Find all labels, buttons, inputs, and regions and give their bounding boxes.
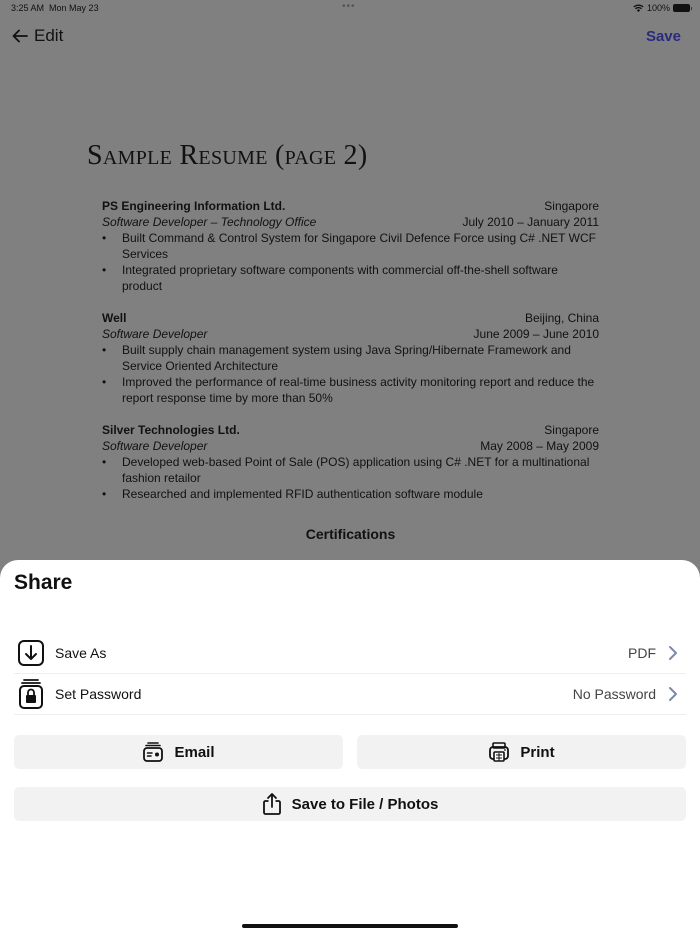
- battery-icon: [673, 4, 690, 12]
- nav-bar: [0, 24, 700, 52]
- save-to-file-label: Save to File / Photos: [291, 795, 439, 813]
- download-box-icon: [16, 638, 46, 668]
- role: Software Developer: [102, 327, 208, 341]
- share-icon: [262, 792, 282, 816]
- dates: June 2009 – June 2010: [473, 327, 599, 341]
- set-password-label: Set Password: [55, 686, 142, 702]
- dates: July 2010 – January 2011: [462, 215, 599, 229]
- save-as-label: Save As: [55, 645, 107, 661]
- experience-list: [102, 198, 599, 502]
- set-password-value: No Password: [572, 686, 656, 702]
- bullet: • Integrated proprietary software components with commercial off-the-shell software product: [102, 262, 599, 294]
- back-button[interactable]: [12, 26, 63, 46]
- bullet-list: [102, 230, 599, 294]
- save-button[interactable]: Save: [645, 28, 681, 45]
- chevron-right-icon: [668, 645, 678, 661]
- company-name: Well: [102, 311, 127, 325]
- arrow-left-icon: [12, 29, 28, 43]
- location: Singapore: [544, 199, 599, 213]
- document-preview: [87, 140, 599, 542]
- bullet: • Built Command & Control System for Singapore Civil Defence Force using C# .NET WCF Services: [102, 230, 599, 262]
- save-as-value: PDF: [628, 645, 656, 661]
- location: Singapore: [544, 423, 599, 437]
- lock-stack-icon: [16, 679, 46, 709]
- chevron-right-icon: [668, 686, 678, 702]
- bullet-list: [102, 454, 599, 502]
- save-as-row[interactable]: [14, 633, 686, 674]
- status-time: [11, 3, 99, 13]
- email-icon: [142, 741, 164, 763]
- clock: 3:25 AM: [11, 3, 45, 13]
- role: Software Developer – Technology Office: [102, 215, 317, 229]
- home-indicator[interactable]: [242, 924, 458, 928]
- print-label: Print: [520, 743, 555, 761]
- status-bar: [0, 0, 700, 18]
- dates: May 2008 – May 2009: [480, 439, 599, 453]
- bullet: • Built supply chain management system using Java Spring/Hibernate Framework and Service Oriented Architecture: [102, 342, 599, 374]
- status-indicators: [633, 3, 690, 13]
- multitasking-dots[interactable]: •••: [342, 1, 356, 12]
- back-label: Edit: [34, 26, 64, 45]
- sheet-title: Share: [14, 571, 73, 594]
- bullet-list: [102, 342, 599, 406]
- battery-percent: 100%: [646, 3, 670, 13]
- share-sheet: [0, 560, 700, 934]
- bullet: • Researched and implemented RFID authentication software module: [102, 486, 599, 502]
- bullet: • Improved the performance of real-time business activity monitoring report and reduce the report response time by more than 50%: [102, 374, 599, 406]
- role: Software Developer: [102, 439, 208, 453]
- set-password-row[interactable]: [14, 674, 686, 715]
- company-name: PS Engineering Information Ltd.: [102, 199, 286, 213]
- experience-entry: [102, 422, 599, 502]
- save-to-file-button[interactable]: [14, 787, 686, 821]
- company-name: Silver Technologies Ltd.: [102, 423, 240, 437]
- experience-entry: [102, 198, 599, 294]
- bullet: • Developed web-based Point of Sale (POS) application using C# .NET for a multinational fashion retailor: [102, 454, 599, 486]
- print-button[interactable]: [357, 735, 686, 769]
- experience-entry: [102, 310, 599, 406]
- location: Beijing, China: [524, 311, 599, 325]
- wifi-icon: [633, 4, 644, 12]
- email-label: Email: [174, 743, 215, 761]
- section-heading: Certifications: [305, 526, 396, 542]
- email-button[interactable]: [14, 735, 343, 769]
- document-title: Sample Resume (page 2): [87, 140, 368, 171]
- printer-icon: [488, 741, 510, 763]
- date: Mon May 23: [49, 3, 99, 13]
